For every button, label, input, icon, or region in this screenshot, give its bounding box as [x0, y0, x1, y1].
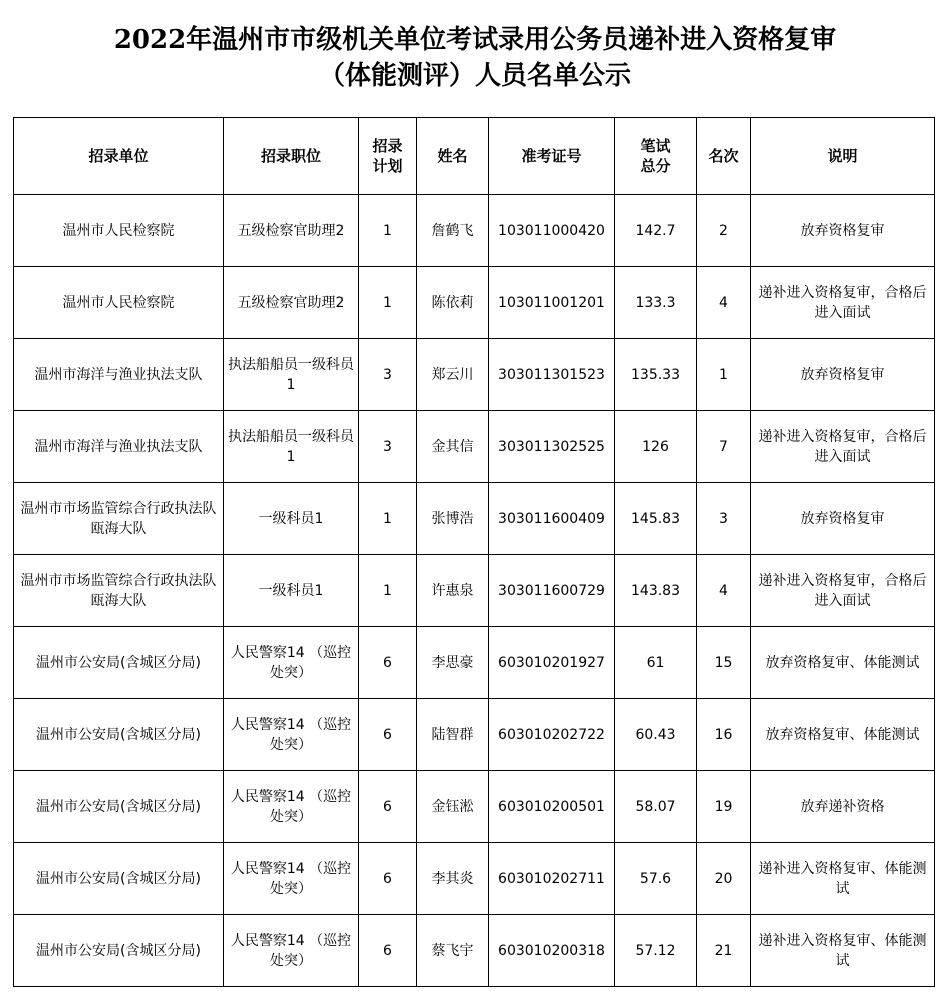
cell-unit: 温州市海洋与渔业执法支队 [14, 411, 224, 483]
cell-unit: 温州市市场监管综合行政执法队瓯海大队 [14, 483, 224, 555]
cell-name: 许惠泉 [417, 555, 489, 627]
table-row [14, 627, 935, 699]
cell-ticket: 603010202711 [489, 843, 615, 915]
cell-unit: 温州市海洋与渔业执法支队 [14, 339, 224, 411]
cell-plan: 1 [359, 267, 417, 339]
roster-table [13, 117, 935, 987]
cell-ticket: 603010200501 [489, 771, 615, 843]
cell-plan: 6 [359, 771, 417, 843]
cell-rank: 7 [697, 411, 751, 483]
table-row [14, 555, 935, 627]
cell-plan: 3 [359, 339, 417, 411]
cell-ticket: 303011302525 [489, 411, 615, 483]
cell-name: 蔡飞宇 [417, 915, 489, 987]
cell-name: 张博浩 [417, 483, 489, 555]
cell-note: 递补进入资格复审、体能测试 [751, 843, 935, 915]
cell-rank: 16 [697, 699, 751, 771]
table-row [14, 771, 935, 843]
cell-note: 放弃资格复审 [751, 483, 935, 555]
header-score: 笔试总分 [615, 118, 697, 195]
header-name: 姓名 [417, 118, 489, 195]
cell-position: 人民警察14 （巡控处突） [224, 915, 359, 987]
cell-position: 执法船船员一级科员1 [224, 411, 359, 483]
cell-unit: 温州市公安局(含城区分局) [14, 627, 224, 699]
cell-ticket: 603010200318 [489, 915, 615, 987]
cell-score: 145.83 [615, 483, 697, 555]
cell-ticket: 303011301523 [489, 339, 615, 411]
cell-rank: 15 [697, 627, 751, 699]
cell-note: 放弃资格复审、体能测试 [751, 627, 935, 699]
cell-score: 135.33 [615, 339, 697, 411]
cell-unit: 温州市公安局(含城区分局) [14, 771, 224, 843]
table-row [14, 195, 935, 267]
cell-ticket: 303011600409 [489, 483, 615, 555]
cell-position: 执法船船员一级科员1 [224, 339, 359, 411]
header-position: 招录职位 [224, 118, 359, 195]
cell-unit: 温州市公安局(含城区分局) [14, 699, 224, 771]
cell-name: 郑云川 [417, 339, 489, 411]
cell-position: 人民警察14 （巡控处突） [224, 843, 359, 915]
table-row [14, 699, 935, 771]
cell-note: 放弃递补资格 [751, 771, 935, 843]
cell-name: 金其信 [417, 411, 489, 483]
header-rank: 名次 [697, 118, 751, 195]
cell-plan: 1 [359, 555, 417, 627]
header-plan: 招录计划 [359, 118, 417, 195]
cell-plan: 3 [359, 411, 417, 483]
cell-rank: 19 [697, 771, 751, 843]
cell-position: 人民警察14 （巡控处突） [224, 771, 359, 843]
cell-note: 放弃资格复审 [751, 339, 935, 411]
cell-position: 五级检察官助理2 [224, 195, 359, 267]
cell-score: 60.43 [615, 699, 697, 771]
table-row [14, 843, 935, 915]
cell-ticket: 303011600729 [489, 555, 615, 627]
cell-unit: 温州市公安局(含城区分局) [14, 915, 224, 987]
cell-rank: 1 [697, 339, 751, 411]
header-unit: 招录单位 [14, 118, 224, 195]
table-row [14, 411, 935, 483]
cell-rank: 3 [697, 483, 751, 555]
cell-plan: 1 [359, 195, 417, 267]
cell-score: 57.12 [615, 915, 697, 987]
cell-score: 58.07 [615, 771, 697, 843]
table-row [14, 267, 935, 339]
cell-position: 人民警察14 （巡控处突） [224, 627, 359, 699]
cell-rank: 2 [697, 195, 751, 267]
cell-note: 递补进入资格复审，合格后进入面试 [751, 411, 935, 483]
header-note: 说明 [751, 118, 935, 195]
cell-ticket: 603010202722 [489, 699, 615, 771]
cell-score: 133.3 [615, 267, 697, 339]
cell-ticket: 103011001201 [489, 267, 615, 339]
cell-note: 放弃资格复审、体能测试 [751, 699, 935, 771]
cell-name: 金钰淞 [417, 771, 489, 843]
header-ticket: 准考证号 [489, 118, 615, 195]
cell-note: 递补进入资格复审、体能测试 [751, 915, 935, 987]
cell-position: 五级检察官助理2 [224, 267, 359, 339]
cell-score: 61 [615, 627, 697, 699]
cell-name: 李思豪 [417, 627, 489, 699]
cell-plan: 1 [359, 483, 417, 555]
cell-position: 一级科员1 [224, 555, 359, 627]
page-title [0, 22, 950, 94]
cell-unit: 温州市人民检察院 [14, 267, 224, 339]
cell-note: 放弃资格复审 [751, 195, 935, 267]
cell-plan: 6 [359, 627, 417, 699]
cell-plan: 6 [359, 699, 417, 771]
cell-unit: 温州市公安局(含城区分局) [14, 843, 224, 915]
cell-unit: 温州市市场监管综合行政执法队瓯海大队 [14, 555, 224, 627]
cell-note: 递补进入资格复审，合格后进入面试 [751, 267, 935, 339]
cell-rank: 4 [697, 555, 751, 627]
cell-name: 詹鹤飞 [417, 195, 489, 267]
cell-score: 142.7 [615, 195, 697, 267]
table-row [14, 339, 935, 411]
cell-ticket: 103011000420 [489, 195, 615, 267]
title-line-1: 2022年温州市市级机关单位考试录用公务员递补进入资格复审 [113, 25, 837, 55]
cell-score: 143.83 [615, 555, 697, 627]
cell-score: 57.6 [615, 843, 697, 915]
table-row [14, 483, 935, 555]
cell-plan: 6 [359, 843, 417, 915]
cell-rank: 20 [697, 843, 751, 915]
cell-name: 李其炎 [417, 843, 489, 915]
cell-score: 126 [615, 411, 697, 483]
cell-ticket: 603010201927 [489, 627, 615, 699]
cell-unit: 温州市人民检察院 [14, 195, 224, 267]
cell-rank: 21 [697, 915, 751, 987]
cell-name: 陆智群 [417, 699, 489, 771]
cell-position: 一级科员1 [224, 483, 359, 555]
table-header-row [14, 118, 935, 195]
title-line-2: （体能测评）人员名单公示 [318, 61, 631, 91]
cell-name: 陈依莉 [417, 267, 489, 339]
cell-rank: 4 [697, 267, 751, 339]
table-row [14, 915, 935, 987]
cell-position: 人民警察14 （巡控处突） [224, 699, 359, 771]
cell-plan: 6 [359, 915, 417, 987]
cell-note: 递补进入资格复审，合格后进入面试 [751, 555, 935, 627]
